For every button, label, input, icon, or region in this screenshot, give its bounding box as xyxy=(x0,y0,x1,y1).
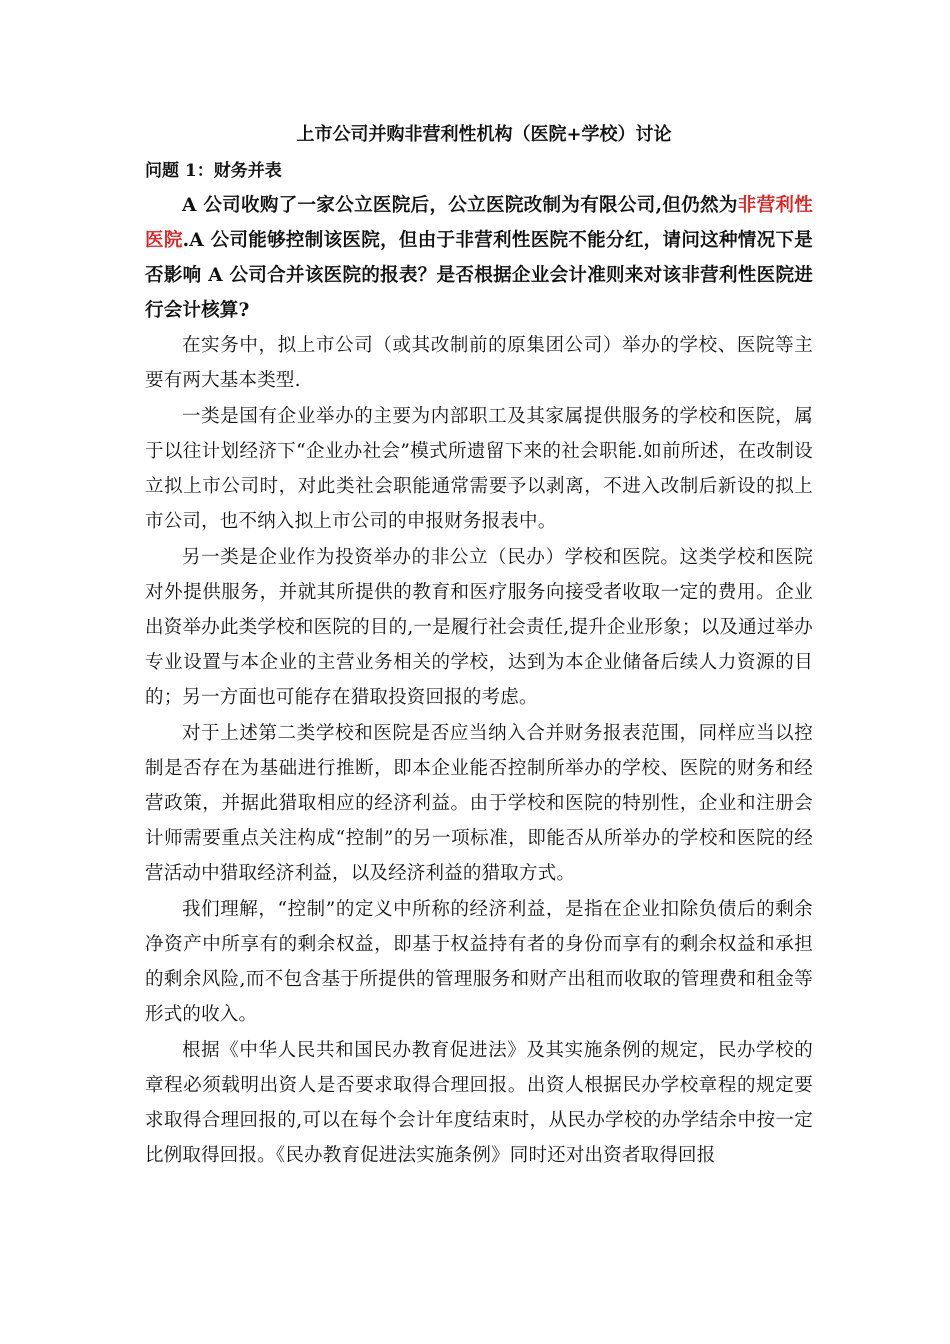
document-page xyxy=(145,118,813,1174)
paragraph-4: 对于上述第二类学校和医院是否应当纳入合并财务报表范围，同样应当以控制是否存在为基础进行推断，即本企业能否控制所举办的学校、医院的财务和经营政策，并据此猎取相应的经济利益。由于学校和医院的特别性，企业和注册会计师需要重点关注构成“控制”的另一项标准，即能否从所举办的学校和医院的经营活动中猎取经济利益，以及经济利益的猎取方式。 xyxy=(145,723,813,884)
question-text xyxy=(145,188,813,328)
paragraph-2: 一类是国有企业举办的主要为内部职工及其家属提供服务的学校和医院，属于以往计划经济下“企业办社会”模式所遗留下来的社会职能.如前所述，在改制设立拟上市公司时，对此类社会职能通常需要予以剥离，不进入改制后新设的拟上市公司，也不纳入拟上市公司的申报财务报表中。 xyxy=(145,406,813,532)
paragraph-5: 我们理解，“控制”的定义中所称的经济利益，是指在企业扣除负债后的剩余净资产中所享有的剩余权益，即基于权益持有者的身份而享有的剩余权益和承担的剩余风险,而不包含基于所提供的管理服务和财产出租而收取的管理费和租金等形式的收入。 xyxy=(145,899,813,1025)
paragraph-6: 根据《中华人民共和国民办教育促进法》及其实施条例的规定，民办学校的章程必须载明出资人是否要求取得合理回报。出资人根据民办学校章程的规定要求取得合理回报的,可以在每个会计年度结束时，从民办学校的办学结余中按一定比例取得回报。《民办教育促进法实施条例》同时还对出资者取得回报 xyxy=(145,1040,813,1166)
paragraph-1: 在实务中，拟上市公司（或其改制前的原集团公司）举办的学校、医院等主要有两大基本类型. xyxy=(145,335,813,391)
question-heading: 问题 1：财务并表 xyxy=(145,161,282,181)
paragraph-3: 另一类是企业作为投资举办的非公立（民办）学校和医院。这类学校和医院对外提供服务，并就其所提供的教育和医疗服务向接受者收取一定的费用。企业出资举办此类学校和医院的目的,一是履行社会责任,提升企业形象；以及通过举办专业设置与本企业的主营业务相关的学校，达到为本企业储备后续人力资源的目的；另一方面也可能存在猎取投资回报的考虑。 xyxy=(145,547,813,708)
document-title: 上市公司并购非营利性机构（医院+学校）讨论 xyxy=(296,124,672,145)
highlighted-term: 非营利性医院 xyxy=(145,195,813,251)
question-text-part2: .A 公司能够控制该医院，但由于非营利性医院不能分红，请问这种情况下是否影响 A 公司合并该医院的报表？是否根据企业会计准则来对该非营利性医院进行会计核算? xyxy=(145,230,813,321)
question-text-part1: A 公司收购了一家公立医院后，公立医院改制为有限公司,但仍然为 xyxy=(182,195,738,216)
